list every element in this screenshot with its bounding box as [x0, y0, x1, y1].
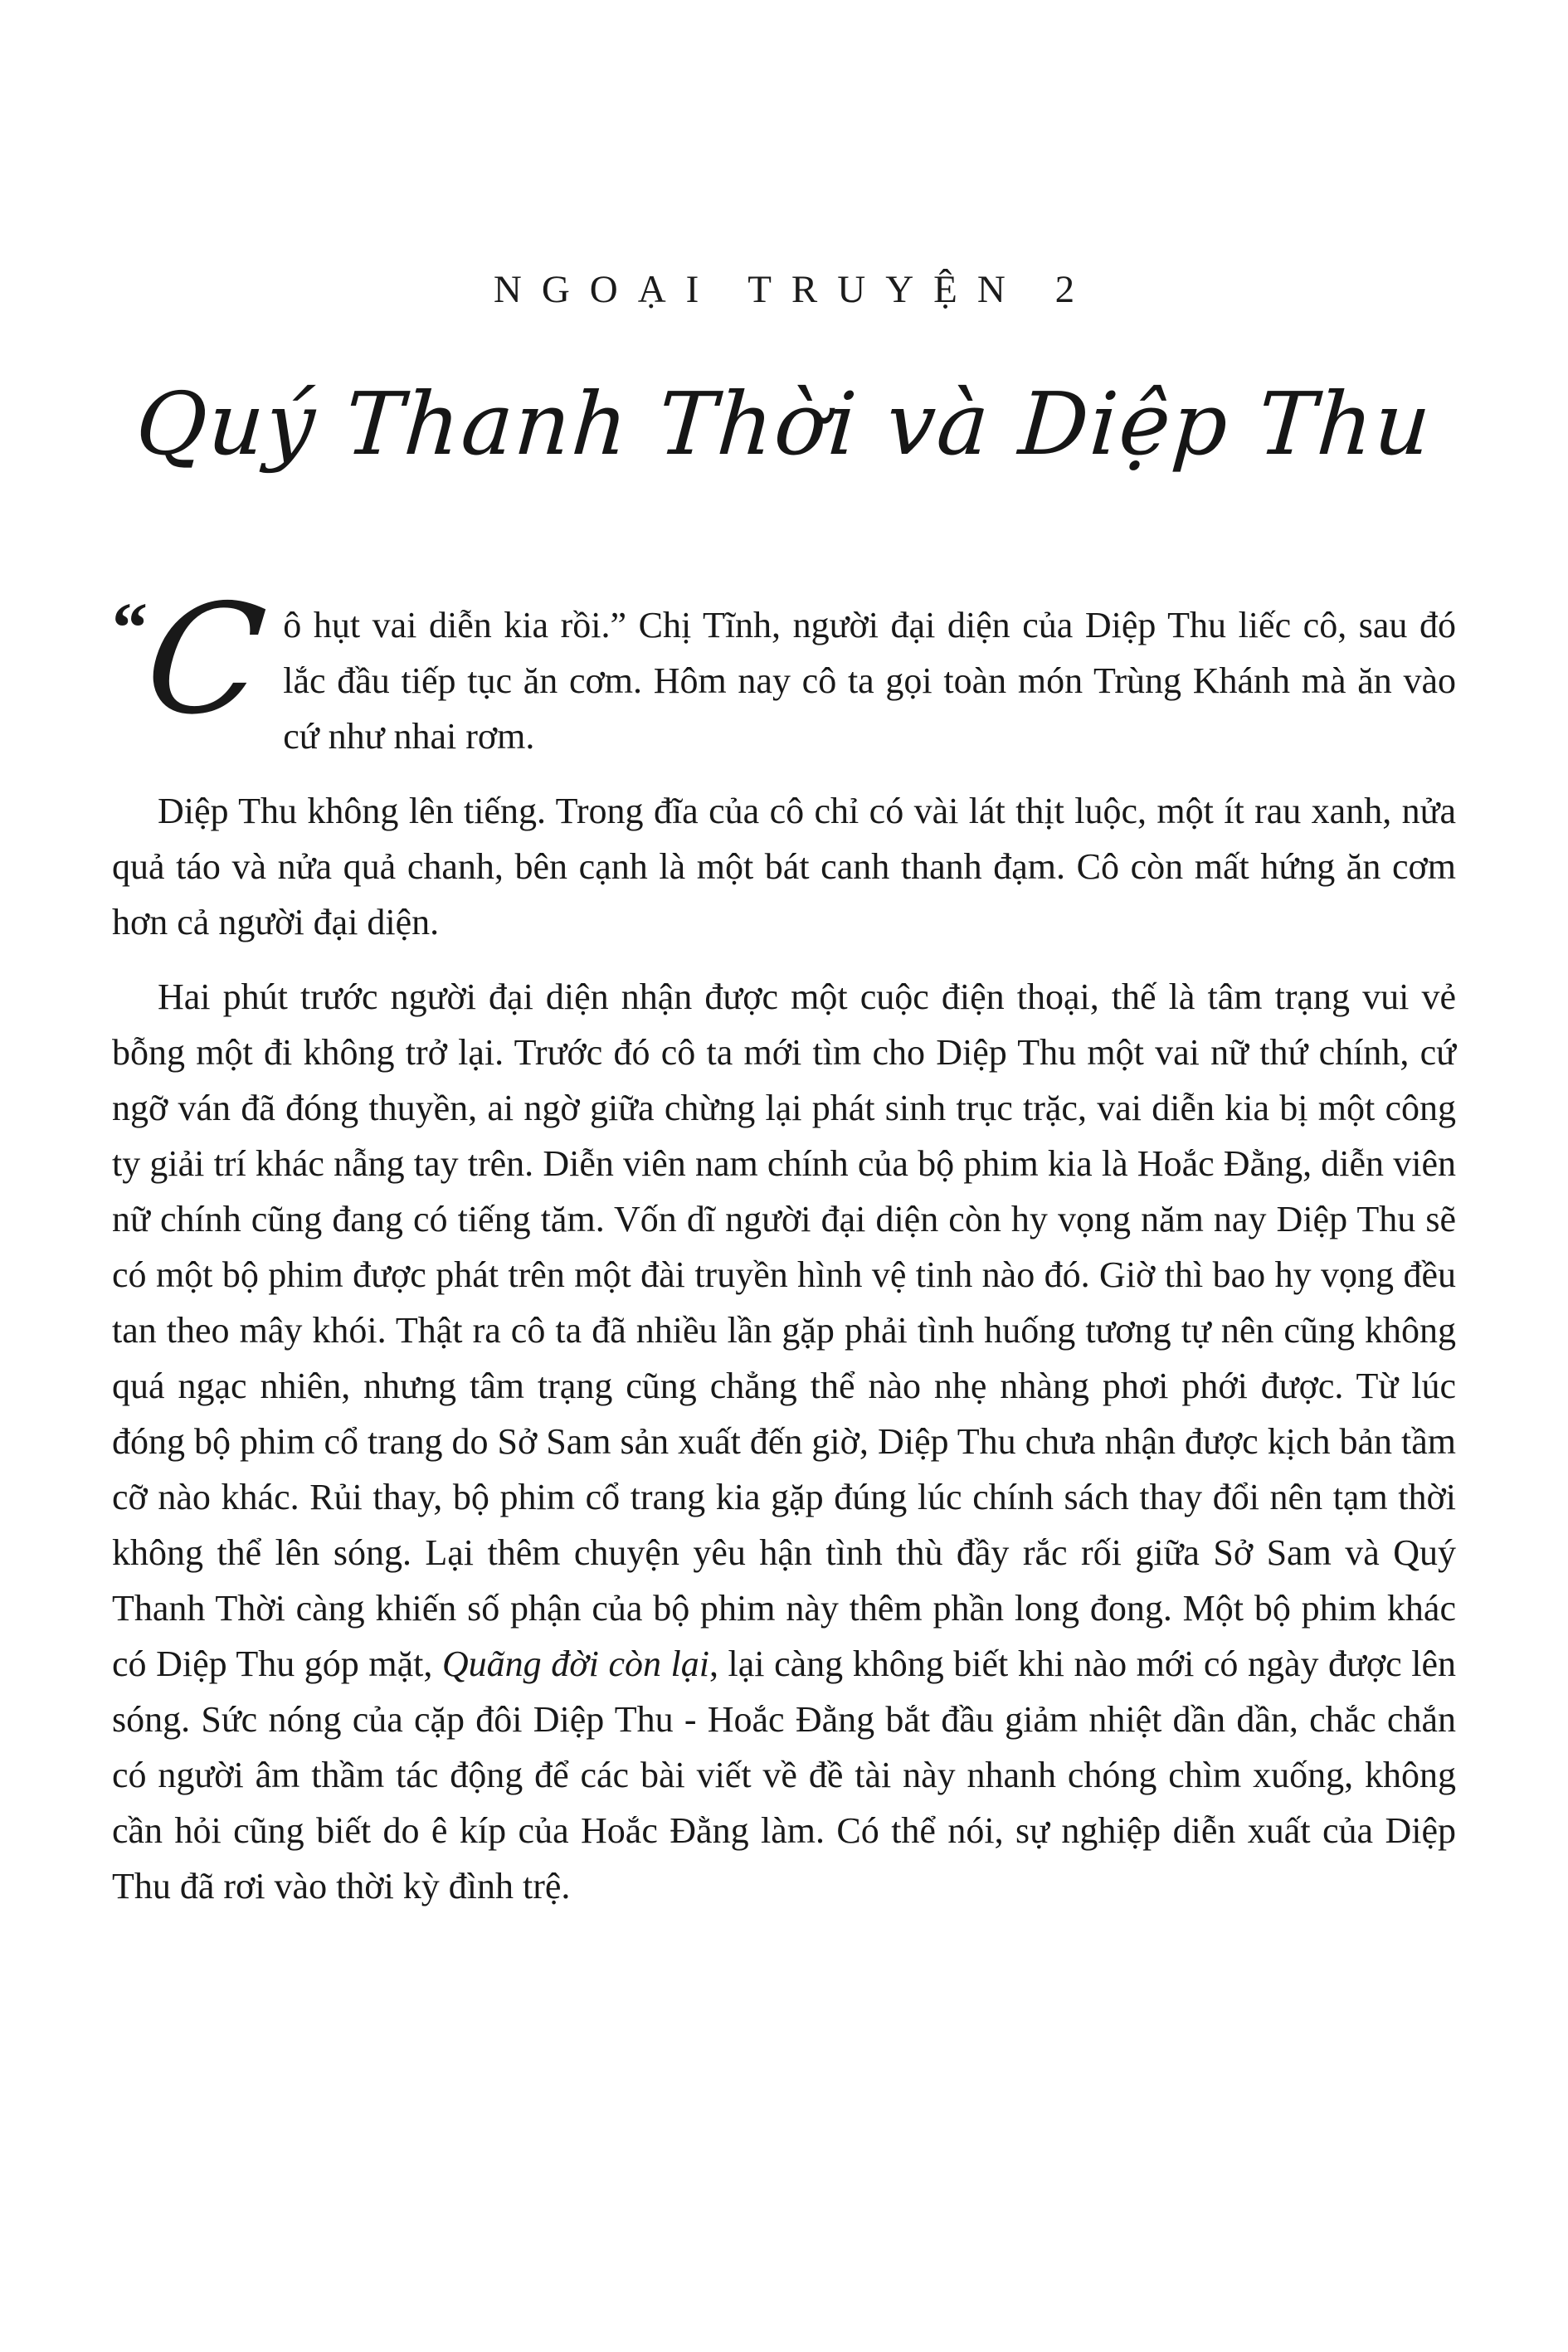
paragraph-opening-text: ô hụt vai diễn kia rồi.” Chị Tĩnh, người đại diện của Diệp Thu liếc cô, sau đó lắc đầu tiếp tục ăn cơm. Hôm nay cô ta gọi toàn món Trùng Khánh mà ăn vào cứ như nhai rơm.: [283, 605, 1456, 757]
paragraph-2-text: Diệp Thu không lên tiếng. Trong đĩa của cô chỉ có vài lát thịt luộc, một ít rau xanh, nửa quả táo và nửa quả chanh, bên cạnh là một bát canh thanh đạm. Cô còn mất hứng ăn cơm hơn cả người đại diện.: [112, 791, 1456, 942]
paragraph-3-text-before: Hai phút trước người đại diện nhận được một cuộc điện thoại, thế là tâm trạng vui vẻ bỗng một đi không trở lại. Trước đó cô ta mới tìm cho Diệp Thu một vai nữ thứ chính, cứ ngỡ ván đã đóng thuyền, ai ngờ giữa chừng lại phát sinh trục trặc, vai diễn kia bị một công ty giải trí khác nẫng tay trên. Diễn viên nam chính của bộ phim kia là Hoắc Đằng, diễn viên nữ chính cũng đang có tiếng tăm. Vốn dĩ người đại diện còn hy vọng năm nay Diệp Thu sẽ có một bộ phim được phát trên một đài truyền hình vệ tinh nào đó. Giờ thì bao hy vọng đều tan theo mây khói. Thật ra cô ta đã nhiều lần gặp phải tình huống tương tự nên cũng không quá ngạc nhiên, nhưng tâm trạng cũng chẳng thể nào nhẹ nhàng phơi phới được. Từ lúc đóng bộ phim cổ trang do Sở Sam sản xuất đến giờ, Diệp Thu chưa nhận được kịch bản tầm cỡ nào khác. Rủi thay, bộ phim cổ trang kia gặp đúng lúc chính sách thay đổi nên tạm thời không thể lên sóng. Lại thêm chuyện yêu hận tình thù đầy rắc rối giữa Sở Sam và Quý Thanh Thời càng khiến số phận của bộ phim này thêm phần long đong. Một bộ phim khác có Diệp Thu góp mặt,: [112, 976, 1456, 1684]
paragraph-3-text-after: , lại càng không biết khi nào mới có ngày được lên sóng. Sức nóng của cặp đôi Diệp Thu - Hoắc Đằng bắt đầu giảm nhiệt dần dần, chắc chắn có người âm thầm tác động để các bài viết về đề tài này nhanh chóng chìm xuống, không cần hỏi cũng biết do ê kíp của Hoắc Đằng làm. Có thể nói, sự nghiệp diễn xuất của Diệp Thu đã rơi vào thời kỳ đình trệ.: [112, 1643, 1456, 1906]
opening-quote-mark: “: [112, 587, 143, 667]
paragraph-3: [112, 969, 1456, 1914]
chapter-script-title: Quý Thanh Thời và Diệp Thu: [132, 373, 1436, 475]
paragraph-opening: [112, 572, 1456, 764]
drop-cap-group: [112, 572, 273, 747]
paragraph-2: [112, 783, 1456, 950]
drop-cap-letter: C: [138, 572, 273, 747]
chapter-kicker: NGOẠI TRUYỆN 2: [493, 268, 1095, 311]
film-title-italic: Quãng đời còn lại: [441, 1643, 709, 1684]
chapter-body: [112, 572, 1456, 1914]
